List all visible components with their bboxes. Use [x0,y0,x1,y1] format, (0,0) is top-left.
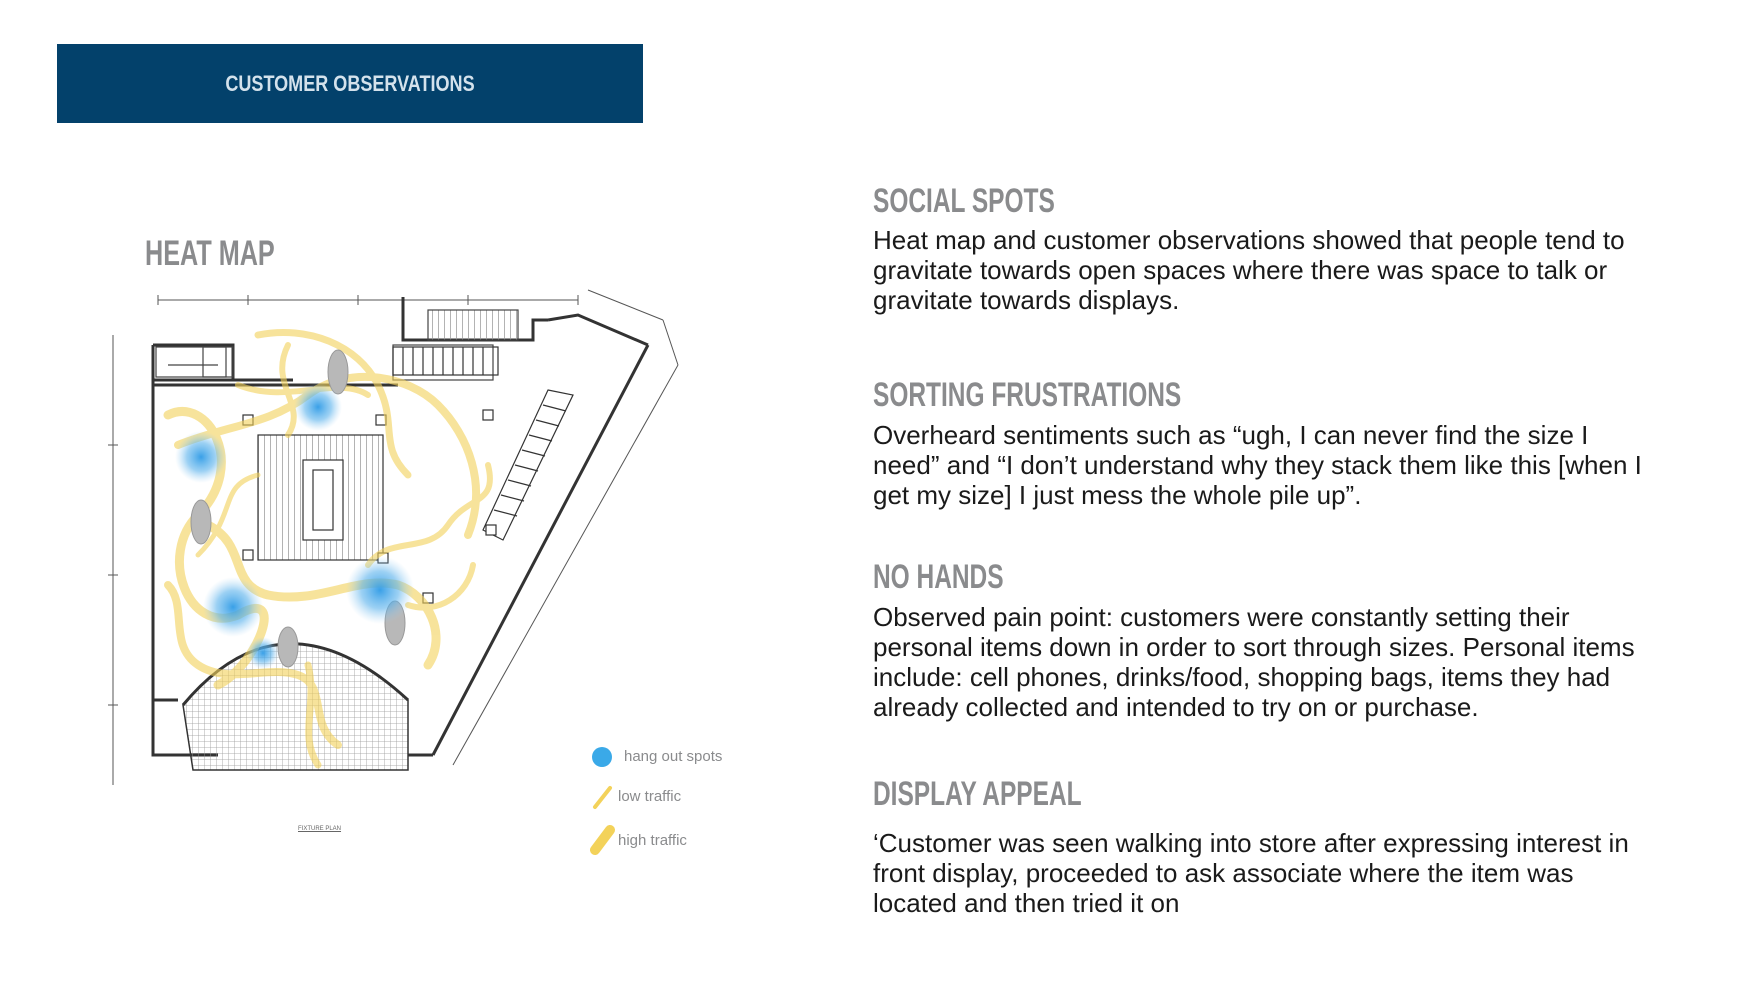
section-heading-social-spots: SOCIAL SPOTS [873,182,1055,220]
legend-label-hangout: hang out spots [624,748,723,765]
section-body-display-appeal: ‘Customer was seen walking into store after expressing interest in front display, proceeded to ask associate where the item was located and then tried it on [873,828,1629,918]
section-heading-display-appeal: DISPLAY APPEAL [873,775,1082,813]
page-title: CUSTOMER OBSERVATIONS [225,71,475,96]
fixture-plan-label: FIXTURE PLAN [298,826,342,832]
section-body-no-hands: Observed pain point: customers were constantly setting their personal items down in order to sort through sizes. Personal items include: cell phones, drinks/food, shopping bags, items they had already collected and intended to try on or purchase. [873,602,1635,722]
legend-label-low-traffic: low traffic [618,788,682,805]
low-traffic-swatch-icon [595,788,610,807]
hangout-swatch-icon [592,747,612,767]
heat-map-title: HEAT MAP [145,234,275,273]
section-heading-no-hands: NO HANDS [873,558,1004,596]
header-banner [57,44,643,123]
legend-label-high-traffic: high traffic [618,832,687,849]
front-entrance [183,644,408,770]
high-traffic-swatch-icon [595,830,610,850]
section-heading-sorting-frustrations: SORTING FRUSTRATIONS [873,376,1182,414]
heatmap-legend [590,740,770,870]
section-body-social-spots: Heat map and customer observations showed that people tend to gravitate towards open spaces where there was space to talk or gravitate towards displays. [873,225,1625,315]
section-body-sorting-frustrations: Overheard sentiments such as “ugh, I can never find the size I need” and “I don’t understand why they stack them like this [when I get my size] I just mess the whole pile up”. [873,420,1642,510]
fitting-rooms [393,347,573,540]
center-table [258,435,383,560]
